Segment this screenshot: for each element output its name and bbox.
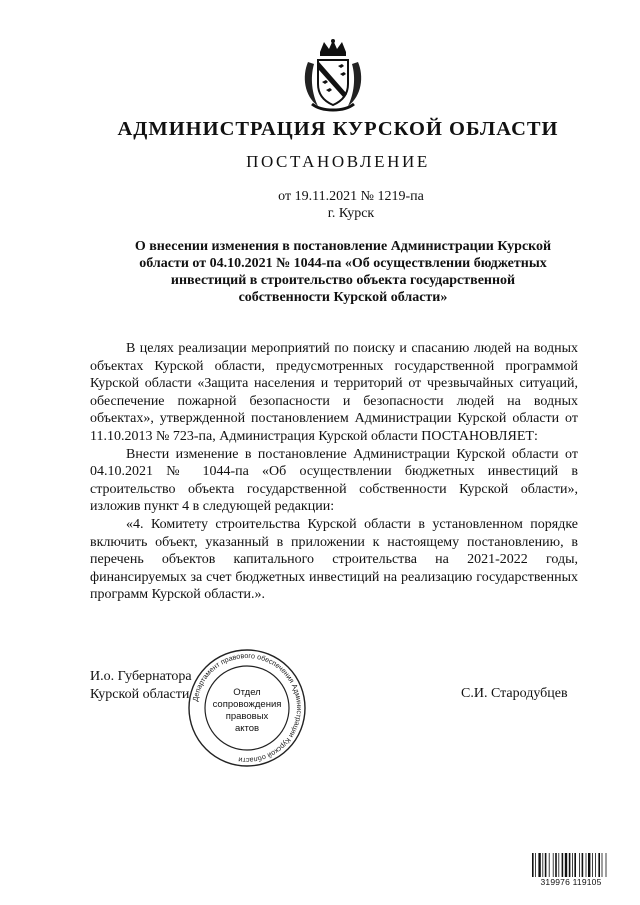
document-body: [90, 340, 578, 604]
stamp-line: Отдел: [233, 687, 261, 698]
document-type: ПОСТАНОВЛЕНИЕ: [246, 152, 430, 171]
barcode-icon: [531, 853, 611, 893]
heading-line: О внесении изменения в постановление Администрации Курской: [134, 239, 552, 254]
heading-line: собственности Курской области»: [238, 290, 448, 305]
signer-position: [90, 668, 192, 704]
signer-position-line: Курской области: [90, 687, 190, 702]
heading-line: инвестиций в строительство объекта государственной: [170, 273, 516, 288]
signer-position-line: И.о. Губернатора: [90, 669, 192, 684]
coat-of-arms-icon: [300, 38, 366, 112]
stamp-ring-text: Департамент правового обеспечения Администрации Курской области: [190, 650, 305, 766]
document-city: г. Курск: [327, 206, 375, 221]
heading-line: области от 04.10.2021 № 1044-па «Об осуществлении бюджетных: [139, 256, 547, 271]
stamp-line: сопровождения: [212, 699, 282, 710]
stamp-line: актов: [234, 723, 260, 734]
body-paragraph: В целях реализации мероприятий по поиску и спасанию людей на водных объектах Курской области, предусмотренных государственной программой Курской области «Защита населения и территорий от чрезвычайных ситуаций, обеспечение пожарной безопасности и безопасности людей на водных объектах», утвержденной постановлением Администрации Курской области от 11.10.2013 № 723-па, Администрация Курской области ПОСТАНОВЛЯЕТ:: [90, 341, 578, 444]
body-paragraph: «4. Комитету строительства Курской области в установленном порядке включить объект, указанный в приложении к настоящему постановлению, в перечень объектов капитального строительства на 2021-2022 годы, финансируемых за счет бюджетных инвестиций на реализацию государственных программ Курской области.».: [90, 516, 578, 603]
body-paragraph: Внести изменение в постановление Администрации Курской области от 04.10.2021 № 1044-па «Об осуществлении бюджетных инвестиций в строительство объекта государственной собственности Курской области», изложив пункт 4 в следующей редакции:: [90, 446, 578, 515]
document-heading: [108, 238, 578, 306]
approval-stamp-icon: [186, 647, 308, 769]
document-date-number: от 19.11.2021 № 1219-па: [278, 189, 424, 204]
barcode-number: 319976 119105: [531, 877, 611, 887]
stamp-line: правовых: [225, 711, 269, 722]
signer-name: С.И. Стародубцев: [461, 686, 568, 701]
organization-title: АДМИНИСТРАЦИЯ КУРСКОЙ ОБЛАСТИ: [117, 118, 559, 140]
